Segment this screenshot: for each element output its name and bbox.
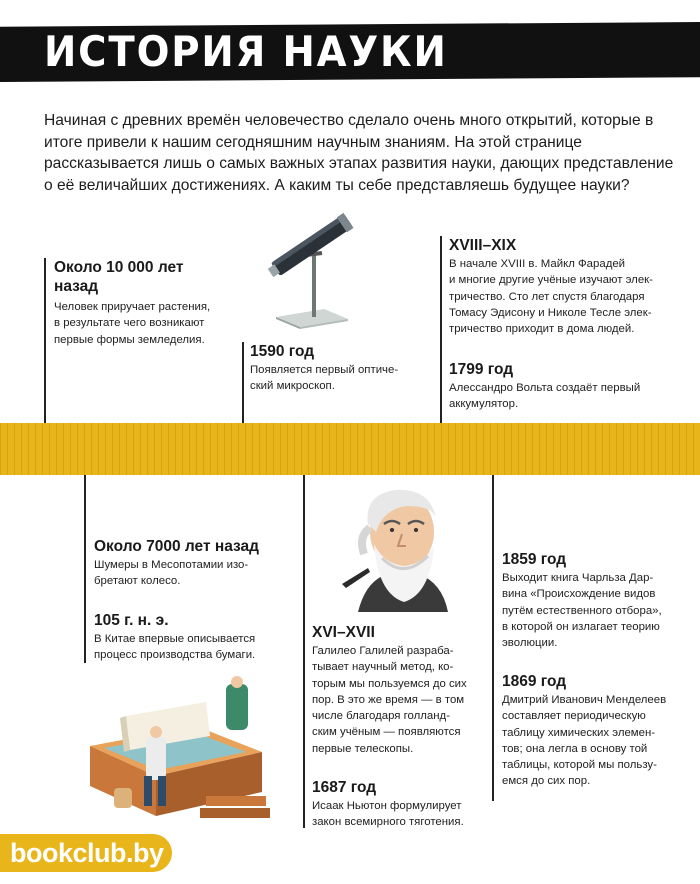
event-text: Шумеры в Месопотамии изо- бретают колесо. (94, 559, 249, 588)
event-text: Алессандро Вольта создаёт первый аккумулятор. (449, 382, 641, 411)
event-title: 1799 год (449, 361, 514, 378)
event-text: Дмитрий Иванович Менделеев составляет периодическую таблицу химических элемен- тов; она легла в основу той таблицы, которой мы пользу- емся до сих пор. (502, 694, 667, 788)
event-text: Исаак Ньютон формулирует закон всемирного тяготения. (312, 800, 464, 829)
event-text: Человек приручает растения, в результате чего возникают первые формы земледелия. (54, 301, 211, 346)
event-text: Выходит книга Чарльза Дар- вина «Происхождение видов путём естественного отбора», в которой он излагает теорию эволюции. (502, 572, 662, 650)
microscope-illustration (262, 205, 358, 329)
event-title: XVIII–XIX (449, 237, 517, 254)
event-text: В начале XVIII в. Майкл Фарадей и многие другие учёные изучают элек- тричество. Сто лет спустя благодаря Томасу Эдисону и Николе Тесле элек- тричество приходит в дома людей. (449, 258, 653, 336)
timeline-line-16-17 (303, 423, 305, 828)
event-title: 1687 год (312, 779, 377, 796)
event-title: 1859 год (502, 551, 567, 568)
papermaking-illustration (86, 676, 286, 826)
event-title: Около 10 000 лет назад (54, 259, 184, 295)
intro-paragraph: Начиная с древних времён человечество сделало очень много открытий, которые в итоге привели к нашим сегодняшним научным знаниям. На этой странице рассказывается лишь о самых важных этапах развития науки, дающих представление о её величайших достижениях. А каким ты себе представляешь будущее науки? (44, 112, 674, 194)
page-header (0, 0, 700, 100)
event-title: XVI–XVII (312, 624, 375, 641)
event-text: Галилео Галилей разраба- тывает научный метод, ко- торым мы пользуемся до сих пор. В это же время — в том числе благодаря голланд- ским учёным — появляются первые телескопы. (312, 645, 467, 755)
event-title: Около 7000 лет назад (94, 538, 259, 555)
site-logo: bookclub.by (10, 838, 164, 868)
event-text: Появляется первый оптиче- ский микроскоп. (250, 364, 399, 393)
timeline-band (0, 423, 700, 475)
event-title: 1590 год (250, 343, 315, 360)
timeline-line-1859 (492, 423, 494, 801)
page-title: ИСТОРИЯ НАУКИ (44, 27, 448, 76)
event-text: В Китае впервые описывается процесс производства бумаги. (94, 633, 256, 662)
galileo-portrait-illustration (338, 484, 458, 614)
event-title: 1869 год (502, 673, 567, 690)
event-title: 105 г. н. э. (94, 612, 169, 629)
